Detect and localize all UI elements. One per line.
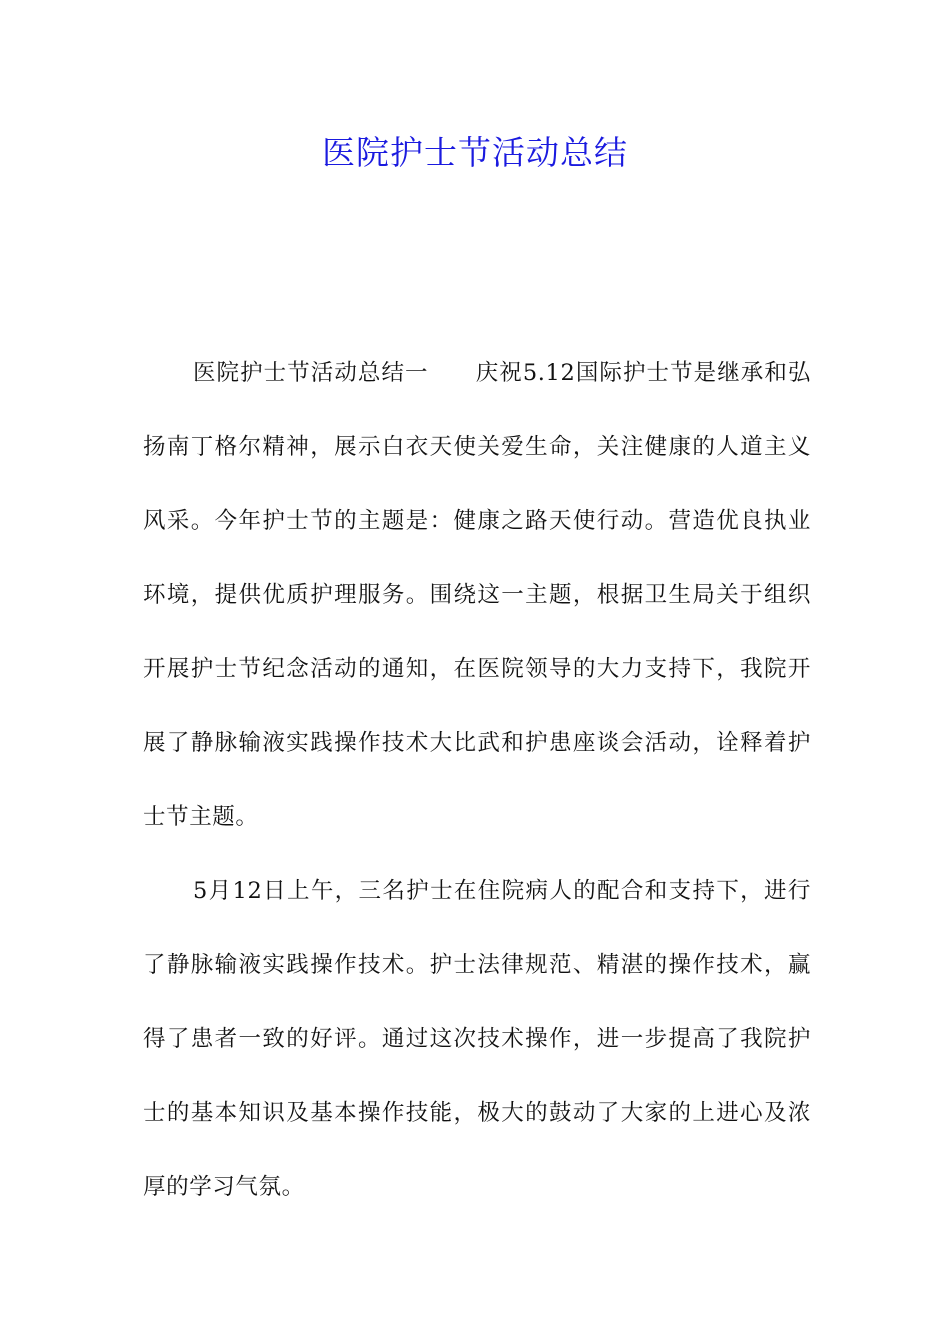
document-body bbox=[143, 336, 811, 1224]
paragraph-2: 5月12日上午，三名护士在住院病人的配合和支持下，进行了静脉输液实践操作技术。护士法律规范、精湛的操作技术，赢得了患者一致的好评。通过这次技术操作，进一步提高了我院护士的基本知识及基本操作技能，极大的鼓动了大家的上进心及浓厚的学习气氛。 bbox=[143, 878, 811, 1200]
paragraph-1: 医院护士节活动总结一 庆祝5.12国际护士节是继承和弘扬南丁格尔精神，展示白衣天使关爱生命，关注健康的人道主义风采。今年护士节的主题是：健康之路天使行动。营造优良执业环境，提供优质护理服务。围绕这一主题，根据卫生局关于组织开展护士节纪念活动的通知，在医院领导的大力支持下，我院开展了静脉输液实践操作技术大比武和护患座谈会活动，诠释着护士节主题。 bbox=[143, 360, 811, 830]
document-title: 医院护士节活动总结 bbox=[322, 133, 628, 172]
